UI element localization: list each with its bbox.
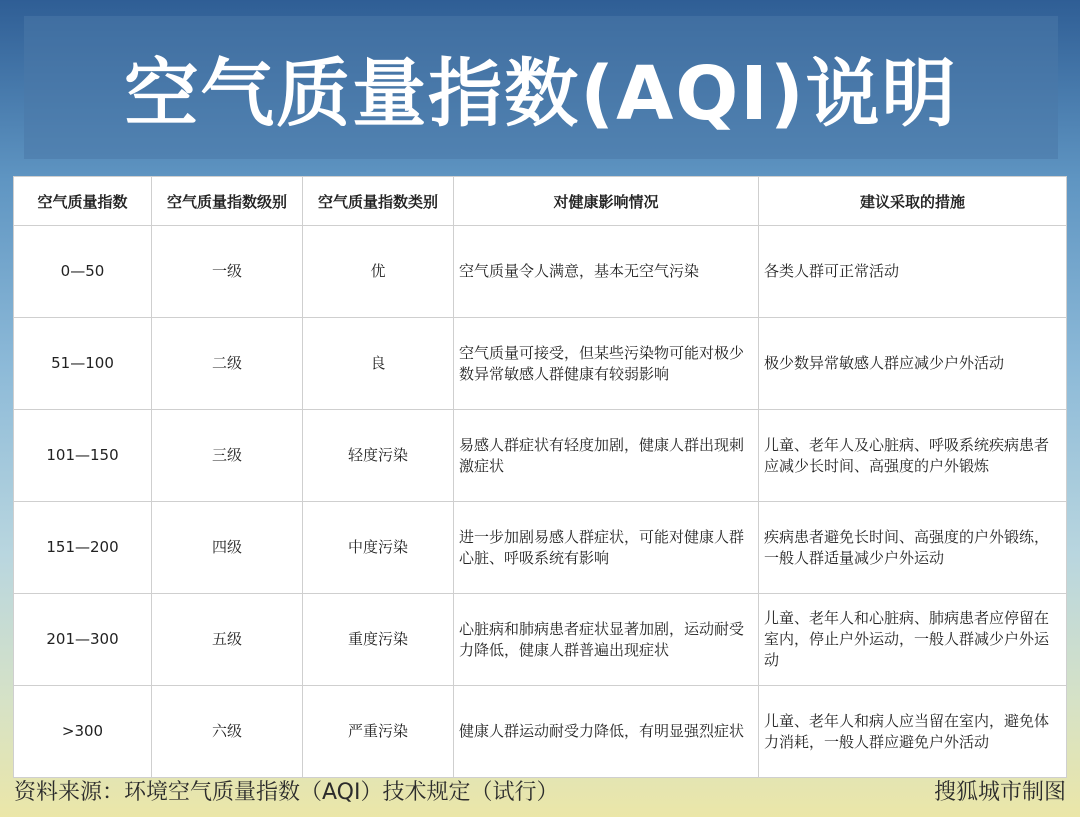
cell-category: 轻度污染 [303,410,454,502]
cell-index: 51—100 [14,318,152,410]
cell-level: 四级 [152,502,303,594]
header-level: 空气质量指数级别 [152,177,303,226]
cell-measures: 儿童、老年人和病人应当留在室内，避免体力消耗，一般人群应避免户外活动 [759,686,1067,778]
header-category: 空气质量指数类别 [303,177,454,226]
header-measures: 建议采取的措施 [759,177,1067,226]
table-row [14,318,1067,410]
cell-health: 进一步加剧易感人群症状，可能对健康人群心脏、呼吸系统有影响 [454,502,759,594]
cell-category: 良 [303,318,454,410]
cell-measures: 疾病患者避免长时间、高强度的户外锻练，一般人群适量减少户外运动 [759,502,1067,594]
cell-health: 健康人群运动耐受力降低，有明显强烈症状 [454,686,759,778]
cell-level: 二级 [152,318,303,410]
header-index: 空气质量指数 [14,177,152,226]
source-note: 资料来源：环境空气质量指数（AQI）技术规定（试行） [14,780,559,805]
cell-level: 五级 [152,594,303,686]
cell-category: 严重污染 [303,686,454,778]
table-row [14,226,1067,318]
cell-level: 六级 [152,686,303,778]
cell-category: 优 [303,226,454,318]
table-row [14,686,1067,778]
cell-measures: 极少数异常敏感人群应减少户外活动 [759,318,1067,410]
cell-category: 中度污染 [303,502,454,594]
cell-index: 151—200 [14,502,152,594]
cell-index: 0—50 [14,226,152,318]
cell-index: 101—150 [14,410,152,502]
cell-measures: 儿童、老年人和心脏病、肺病患者应停留在室内，停止户外运动，一般人群减少户外运动 [759,594,1067,686]
aqi-table [13,176,1067,778]
cell-health: 易感人群症状有轻度加剧，健康人群出现刺激症状 [454,410,759,502]
table-row [14,410,1067,502]
cell-level: 三级 [152,410,303,502]
table-row [14,594,1067,686]
header-health: 对健康影响情况 [454,177,759,226]
title-banner [24,16,1058,159]
page-title: 空气质量指数(AQI)说明 [124,50,958,137]
cell-measures: 儿童、老年人及心脏病、呼吸系统疾病患者应减少长时间、高强度的户外锻炼 [759,410,1067,502]
cell-index: >300 [14,686,152,778]
cell-level: 一级 [152,226,303,318]
cell-health: 空气质量可接受，但某些污染物可能对极少数异常敏感人群健康有较弱影响 [454,318,759,410]
table-header-row [14,177,1067,226]
cell-health: 空气质量令人满意，基本无空气污染 [454,226,759,318]
table-row [14,502,1067,594]
cell-health: 心脏病和肺病患者症状显著加剧，运动耐受力降低，健康人群普遍出现症状 [454,594,759,686]
cell-measures: 各类人群可正常活动 [759,226,1067,318]
credit-note: 搜狐城市制图 [933,780,1066,805]
cell-index: 201—300 [14,594,152,686]
cell-category: 重度污染 [303,594,454,686]
